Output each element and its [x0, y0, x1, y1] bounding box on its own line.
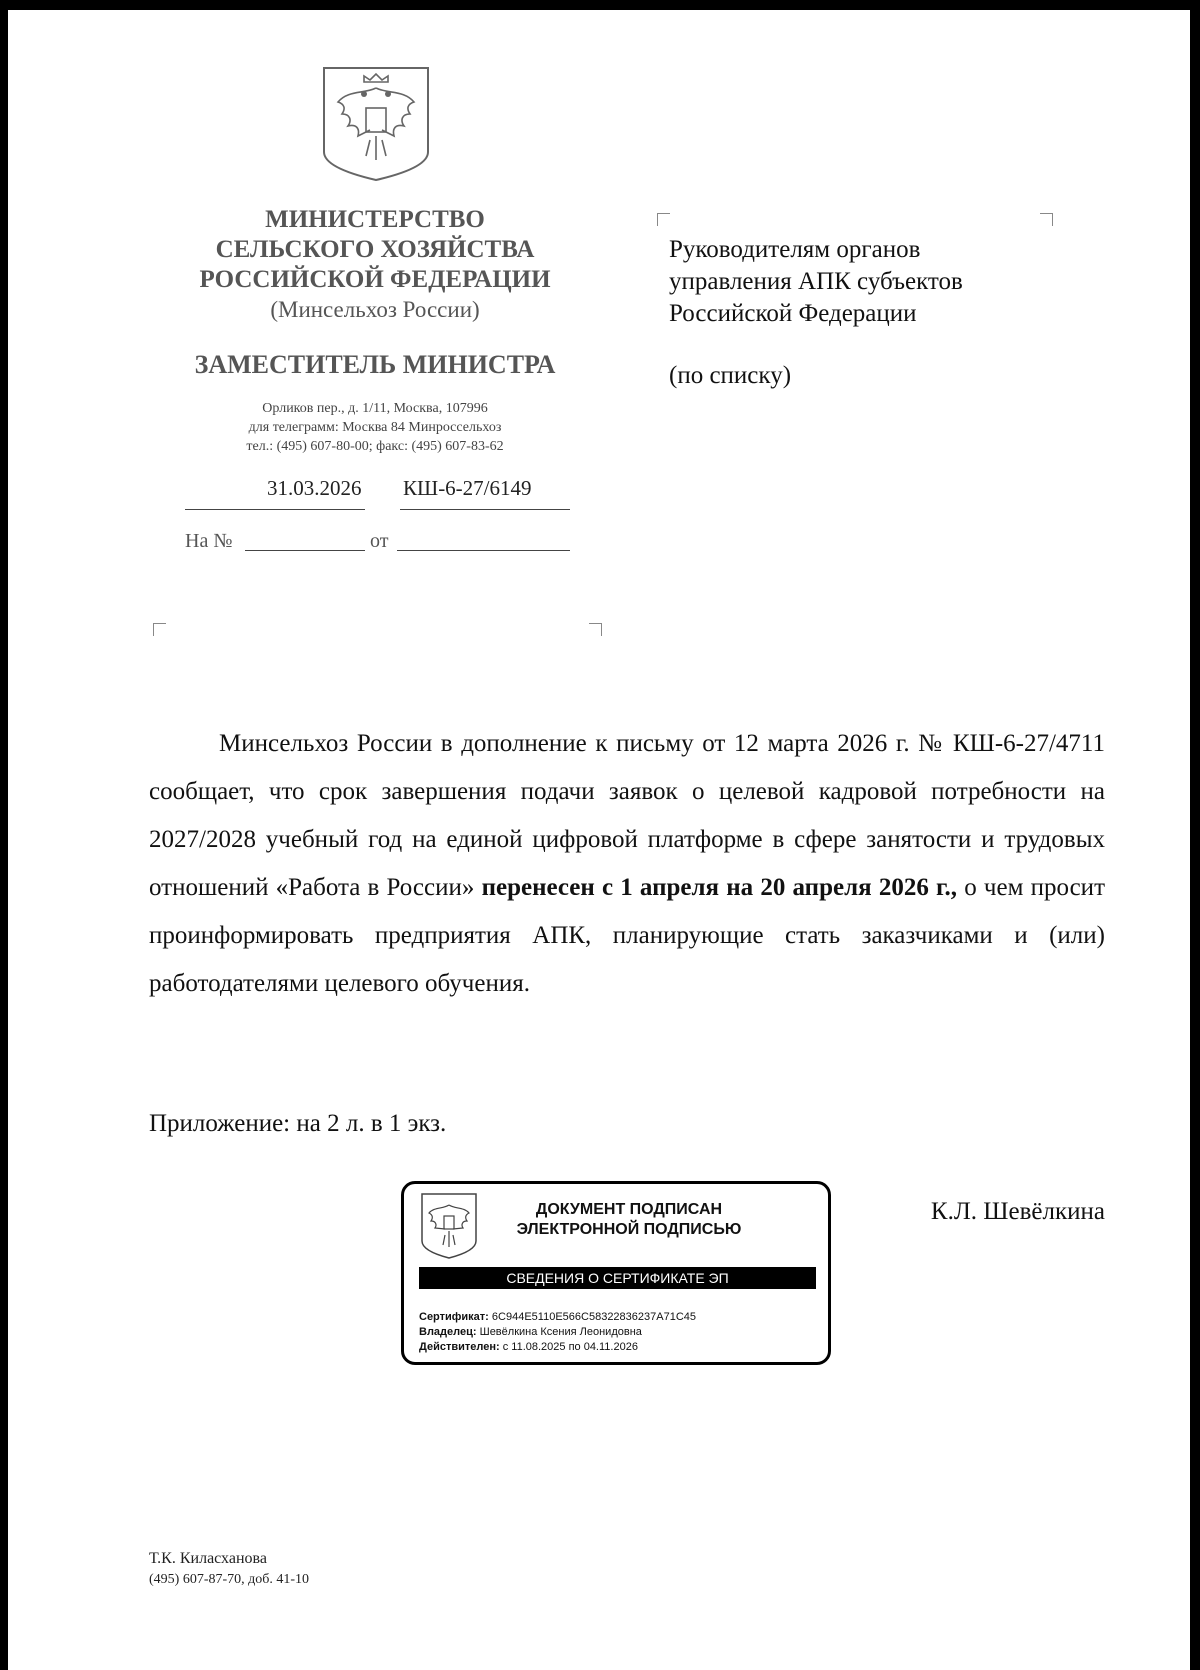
certificate-label: Сертификат:: [419, 1311, 489, 1323]
letter-date-row: [185, 476, 570, 516]
letter-body: [149, 720, 1105, 1008]
ministry-short-name: (Минсельхоз России): [270, 297, 480, 322]
address-line: тел.: (495) 607-80-00; факс: (495) 607-83-62: [246, 439, 504, 454]
address-line: для телеграмм: Москва 84 Минроссельхоз: [248, 420, 502, 435]
number-underline: [400, 509, 570, 510]
letterhead: [160, 205, 590, 464]
addressee-corner-mark: [657, 213, 670, 226]
reference-date-underline: [397, 550, 570, 551]
addressee-note: (по списку): [669, 362, 792, 389]
stamp-title-line: ЭЛЕКТРОННОЙ ПОДПИСЬЮ: [516, 1221, 742, 1238]
addressee-line: управления АПК субъектов: [669, 268, 963, 295]
validity-label: Действителен:: [419, 1341, 500, 1353]
validity-row: [419, 1340, 696, 1355]
validity-value: с 11.08.2025 по 04.11.2026: [502, 1341, 638, 1353]
owner-row: [419, 1325, 696, 1340]
screen-frame-top: [0, 0, 1200, 10]
registration-number: КШ-6-27/6149: [403, 476, 532, 500]
address-line-cropped: [160, 456, 590, 464]
ministry-address: [160, 399, 590, 464]
executor-block: [149, 1548, 309, 1590]
signer-name: К.Л. Шевёлкина: [930, 1198, 1105, 1225]
body-text-part: о чем просит проинформировать предприятия АПК, планирующие стать заказчиками и (или) работодателями целевого обучения.: [149, 874, 1105, 997]
letterhead-corner-mark: [153, 623, 166, 636]
ministry-name-line: РОССИЙСКОЙ ФЕДЕРАЦИИ: [199, 266, 551, 293]
signature-stamp-title: [514, 1200, 744, 1240]
owner-label: Владелец:: [419, 1326, 477, 1338]
certificate-info-bar: СВЕДЕНИЯ О СЕРТИФИКАТЕ ЭП: [419, 1267, 816, 1289]
screen-frame-right: [1190, 0, 1200, 1670]
addressee-block: [669, 234, 1099, 392]
address-line: Орликов пер., д. 1/11, Москва, 107996: [262, 401, 488, 416]
date-underline: [185, 509, 365, 510]
addressee-line: Российской Федерации: [669, 300, 917, 327]
owner-value: Шевёлкина Ксения Леонидовна: [479, 1326, 642, 1338]
addressee-line: Руководителям органов: [669, 236, 921, 263]
deputy-minister-title: ЗАМЕСТИТЕЛЬ МИНИСТРА: [194, 350, 556, 379]
attachment-note: Приложение: на 2 л. в 1 экз.: [149, 1110, 447, 1137]
reference-number-underline: [245, 550, 365, 551]
certificate-value: 6C944E5110E566C58322836237A71C45: [491, 1311, 697, 1323]
reference-date-label: от: [370, 530, 389, 552]
electronic-signature-stamp: [401, 1181, 831, 1365]
certificate-row: [419, 1310, 696, 1325]
letter-date: 31.03.2026: [267, 476, 362, 500]
body-text-part: Минсельхоз России в дополнение к письму от 12 марта 2026 г. № КШ-6-27/4711 сообщает, что срок завершения подачи заявок о целевой кадровой потребности на 2027/2028 учебный год на единой цифровой платформе в сфере занятости и трудовых отношений «Работа в России»: [149, 730, 1105, 901]
ministry-name-line: МИНИСТЕРСТВО: [265, 206, 485, 233]
letterhead-corner-mark: [589, 623, 602, 636]
certificate-details: [419, 1310, 696, 1355]
reference-row: [185, 530, 570, 560]
body-paragraph: [149, 720, 1105, 1008]
coat-of-arms-icon: [320, 64, 432, 184]
reference-number-label: На №: [185, 530, 233, 552]
executor-name: Т.К. Киласханова: [149, 1550, 267, 1567]
ministry-name-line: СЕЛЬСКОГО ХОЗЯЙСТВА: [215, 236, 535, 263]
addressee-corner-mark: [1040, 213, 1053, 226]
executor-phone: (495) 607-87-70, доб. 41-10: [149, 1572, 310, 1587]
stamp-title-line: ДОКУМЕНТ ПОДПИСАН: [535, 1201, 723, 1218]
body-text-bold: перенесен с 1 апреля на 20 апреля 2026 г.,: [481, 874, 958, 901]
screen-frame-left: [0, 0, 8, 1670]
coat-of-arms-icon: [419, 1191, 479, 1261]
